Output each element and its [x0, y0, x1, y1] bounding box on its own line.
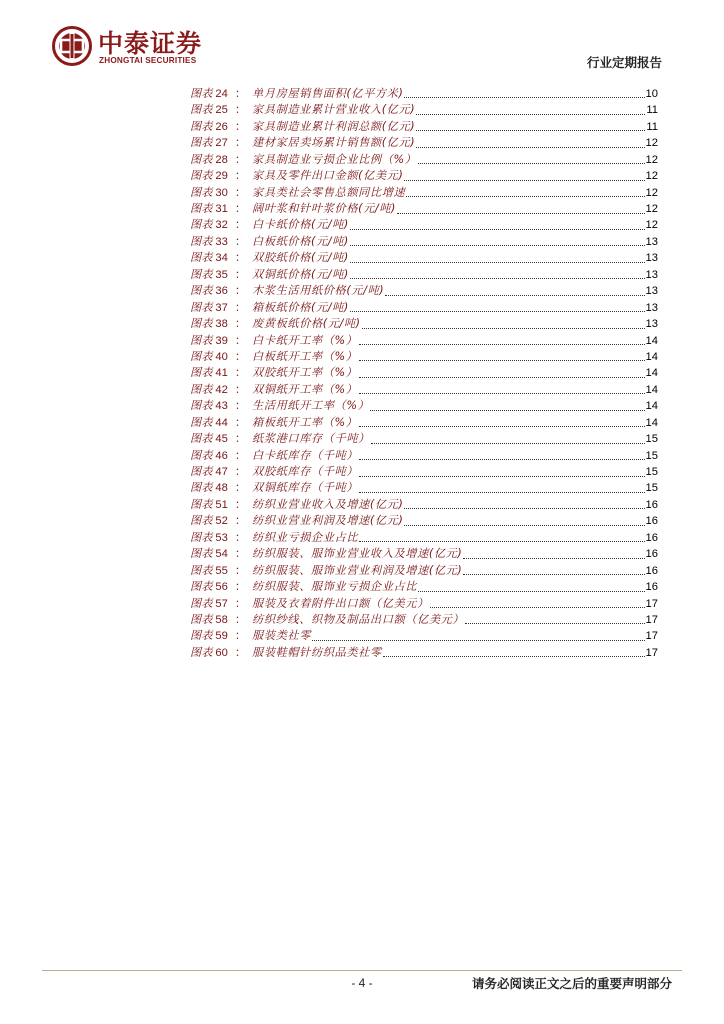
- toc-entry-number: 34: [215, 252, 228, 265]
- toc-entry-title: 家具及零件出口金额(亿美元): [252, 169, 404, 183]
- toc-entry-page: 15: [645, 433, 658, 446]
- toc-dot-leader: [359, 540, 644, 542]
- toc-entry-label: 图表: [190, 103, 213, 117]
- toc-dot-leader: [350, 277, 645, 279]
- toc-entry-label: 图表: [190, 349, 213, 363]
- toc-entry-colon: ：: [234, 119, 247, 133]
- toc-entry[interactable]: [190, 267, 658, 283]
- toc-entry-colon: ：: [234, 218, 247, 232]
- toc-entry-colon: ：: [234, 202, 247, 216]
- toc-entry-number: 53: [215, 531, 228, 544]
- toc-entry[interactable]: [190, 168, 658, 184]
- toc-entry-number: 60: [215, 646, 228, 659]
- toc-entry-title: 纺织服装、服饰业营业收入及增速(亿元): [252, 547, 463, 561]
- toc-entry[interactable]: [190, 234, 658, 250]
- company-logo: [52, 24, 227, 72]
- toc-entry-number: 57: [215, 597, 228, 610]
- toc-entry-colon: ：: [234, 251, 247, 265]
- toc-entry-label: 图表: [190, 333, 213, 347]
- zhongtai-logo-icon: [52, 26, 92, 66]
- toc-entry[interactable]: [190, 398, 658, 414]
- toc-entry[interactable]: [190, 86, 658, 102]
- toc-entry-colon: ：: [234, 563, 247, 577]
- toc-entry-number: 38: [215, 318, 228, 331]
- toc-entry-colon: ：: [234, 382, 247, 396]
- toc-entry-page: 12: [645, 186, 658, 199]
- toc-entry-page: 15: [645, 482, 658, 495]
- toc-entry-number: 45: [215, 433, 228, 446]
- toc-entry-colon: ：: [234, 300, 247, 314]
- toc-dot-leader: [359, 359, 645, 361]
- toc-entry-label: 图表: [190, 218, 213, 232]
- toc-entry[interactable]: [190, 448, 658, 464]
- toc-entry-title: 服装类社零: [252, 629, 311, 643]
- toc-dot-leader: [404, 179, 644, 181]
- toc-entry-title: 白板纸价格(元/吨): [252, 234, 349, 248]
- toc-entry-number: 55: [215, 564, 228, 577]
- toc-entry-number: 24: [215, 87, 228, 100]
- toc-entry-page: 13: [645, 235, 658, 248]
- toc-dot-leader: [359, 425, 645, 427]
- toc-entry-colon: ：: [234, 86, 247, 100]
- toc-entry-colon: ：: [234, 596, 247, 610]
- toc-entry[interactable]: [190, 546, 658, 562]
- toc-entry-number: 54: [215, 548, 228, 561]
- toc-entry[interactable]: [190, 497, 658, 513]
- toc-entry-title: 白板纸开工率（%）: [252, 349, 358, 363]
- toc-entry-title: 单月房屋销售面积(亿平方米): [252, 86, 404, 100]
- toc-dot-leader: [359, 458, 644, 460]
- toc-entry-number: 47: [215, 466, 228, 479]
- toc-entry-label: 图表: [190, 86, 213, 100]
- toc-entry-colon: ：: [234, 530, 247, 544]
- toc-entry-page: 11: [646, 104, 658, 117]
- toc-entry-label: 图表: [190, 300, 213, 314]
- toc-dot-leader: [350, 310, 645, 312]
- toc-entry-number: 36: [215, 285, 228, 298]
- toc-entry-label: 图表: [190, 497, 213, 511]
- toc-entry-number: 35: [215, 268, 228, 281]
- toc-entry[interactable]: [190, 530, 658, 546]
- toc-entry-title: 纺织纱线、织物及制品出口额（亿美元）: [252, 612, 465, 626]
- toc-dot-leader: [350, 228, 645, 230]
- toc-entry-colon: ：: [234, 514, 247, 528]
- toc-entry-label: 图表: [190, 382, 213, 396]
- logo-chinese-name: 中泰证券: [98, 29, 203, 58]
- disclaimer-note: 请务必阅读正文之后的重要声明部分: [471, 976, 672, 991]
- toc-entry-title: 纸浆港口库存（千吨）: [252, 432, 370, 446]
- toc-entry-label: 图表: [190, 415, 213, 429]
- toc-entry-label: 图表: [190, 530, 213, 544]
- toc-entry[interactable]: [190, 431, 658, 447]
- toc-entry-page: 10: [645, 87, 658, 100]
- toc-dot-leader: [359, 475, 644, 477]
- toc-entry-page: 12: [645, 219, 658, 232]
- toc-entry-number: 33: [215, 235, 228, 248]
- toc-entry-label: 图表: [190, 119, 213, 133]
- toc-entry[interactable]: [190, 201, 658, 217]
- toc-dot-leader: [371, 442, 645, 444]
- page-number: - 4 -: [351, 976, 373, 990]
- toc-entry[interactable]: [190, 135, 658, 151]
- toc-dot-leader: [312, 639, 645, 641]
- toc-dot-leader: [463, 557, 644, 559]
- toc-entry-page: 17: [645, 646, 658, 659]
- toc-entry-colon: ：: [234, 497, 247, 511]
- toc-dot-leader: [418, 162, 645, 164]
- toc-entry-title: 建材家居卖场累计销售额(亿元): [252, 136, 416, 150]
- toc-entry-page: 12: [645, 153, 658, 166]
- toc-entry[interactable]: [190, 365, 658, 381]
- toc-entry[interactable]: [190, 300, 658, 316]
- toc-entry-page: 14: [645, 350, 658, 363]
- toc-entry-label: 图表: [190, 317, 213, 331]
- toc-entry-colon: ：: [234, 284, 247, 298]
- toc-dot-leader: [350, 261, 645, 263]
- toc-entry-page: 17: [645, 630, 658, 643]
- toc-entry-page: 15: [645, 449, 658, 462]
- toc-entry-page: 13: [645, 301, 658, 314]
- toc-dot-leader: [370, 409, 644, 411]
- toc-entry-title: 箱板纸价格(元/吨): [252, 300, 349, 314]
- toc-entry-number: 32: [215, 219, 228, 232]
- toc-entry-page: 12: [645, 203, 658, 216]
- toc-dot-leader: [397, 212, 645, 214]
- toc-dot-leader: [465, 622, 644, 624]
- toc-dot-leader: [362, 327, 645, 329]
- toc-entry[interactable]: [190, 283, 658, 299]
- toc-entry-colon: ：: [234, 580, 247, 594]
- toc-entry-label: 图表: [190, 136, 213, 150]
- toc-entry[interactable]: [190, 579, 658, 595]
- toc-entry-page: 17: [645, 613, 658, 626]
- toc-entry-number: 52: [215, 515, 228, 528]
- toc-dot-leader: [463, 573, 644, 575]
- toc-entry-label: 图表: [190, 580, 213, 594]
- report-type-label: 行业定期报告: [586, 55, 662, 70]
- toc-entry-page: 16: [645, 564, 658, 577]
- toc-entry-label: 图表: [190, 399, 213, 413]
- toc-entry-label: 图表: [190, 169, 213, 183]
- toc-entry[interactable]: [190, 218, 658, 234]
- toc-entry-page: 13: [645, 285, 658, 298]
- toc-entry-label: 图表: [190, 596, 213, 610]
- toc-entry-title: 服装鞋帽针纺织品类社零: [252, 645, 382, 659]
- toc-dot-leader: [359, 376, 645, 378]
- toc-entry-title: 服装及衣着附件出口额（亿美元）: [252, 596, 429, 610]
- toc-entry-number: 42: [215, 383, 228, 396]
- toc-dot-leader: [359, 343, 645, 345]
- toc-entry[interactable]: [190, 316, 658, 332]
- toc-entry-colon: ：: [234, 612, 247, 626]
- toc-entry-colon: ：: [234, 103, 247, 117]
- toc-entry-page: 14: [645, 383, 658, 396]
- toc-entry-number: 56: [215, 581, 228, 594]
- toc-entry-title: 纺织业营业收入及增速(亿元): [252, 497, 404, 511]
- toc-entry-label: 图表: [190, 612, 213, 626]
- toc-entry-number: 26: [215, 120, 228, 133]
- toc-entry-title: 双胶纸价格(元/吨): [252, 251, 349, 265]
- toc-entry[interactable]: [190, 382, 658, 398]
- toc-entry[interactable]: [190, 645, 658, 661]
- toc-entry-label: 图表: [190, 432, 213, 446]
- toc-entry-number: 43: [215, 400, 228, 413]
- toc-entry-colon: ：: [234, 448, 247, 462]
- toc-entry-number: 30: [215, 186, 228, 199]
- toc-entry-page: 14: [645, 400, 658, 413]
- toc-entry-colon: ：: [234, 317, 247, 331]
- toc-entry-colon: ：: [234, 169, 247, 183]
- toc-entry-title: 箱板纸开工率（%）: [252, 415, 358, 429]
- toc-entry-number: 46: [215, 449, 228, 462]
- toc-entry[interactable]: [190, 349, 658, 365]
- toc-entry-colon: ：: [234, 415, 247, 429]
- toc-entry-colon: ：: [234, 267, 247, 281]
- toc-entry-page: 13: [645, 252, 658, 265]
- toc-entry[interactable]: [190, 152, 658, 168]
- toc-entry-number: 25: [215, 104, 228, 117]
- toc-dot-leader: [385, 294, 644, 296]
- toc-entry-title: 生活用纸开工率（%）: [252, 399, 370, 413]
- toc-entry-label: 图表: [190, 234, 213, 248]
- toc-entry-colon: ：: [234, 465, 247, 479]
- toc-entry-label: 图表: [190, 629, 213, 643]
- toc-entry-title: 废黄板纸价格(元/吨): [252, 317, 361, 331]
- toc-entry-number: 40: [215, 350, 228, 363]
- toc-entry-colon: ：: [234, 366, 247, 380]
- toc-entry-title: 家具类社会零售总额同比增速: [252, 185, 406, 199]
- toc-entry-number: 37: [215, 301, 228, 314]
- toc-entry-title: 双胶纸库存（千吨）: [252, 465, 359, 479]
- toc-dot-leader: [416, 129, 645, 131]
- toc-entry-title: 白卡纸库存（千吨）: [252, 448, 359, 462]
- toc-entry[interactable]: [190, 628, 658, 644]
- toc-entry-page: 15: [645, 466, 658, 479]
- toc-entry-number: 41: [215, 367, 228, 380]
- toc-entry-page: 14: [645, 367, 658, 380]
- toc-dot-leader: [416, 146, 644, 148]
- toc-entry-title: 木浆生活用纸价格(元/吨): [252, 284, 385, 298]
- logo-english-name: ZHONGTAI SECURITIES: [99, 56, 197, 65]
- toc-entry-page: 11: [646, 120, 658, 133]
- toc-entry-page: 13: [645, 268, 658, 281]
- toc-entry-colon: ：: [234, 399, 247, 413]
- toc-entry-colon: ：: [234, 185, 247, 199]
- toc-entry-label: 图表: [190, 284, 213, 298]
- toc-entry-page: 16: [645, 548, 658, 561]
- toc-entry-colon: ：: [234, 152, 247, 166]
- toc-entry-page: 13: [645, 318, 658, 331]
- toc-entry-label: 图表: [190, 366, 213, 380]
- toc-entry-title: 白卡纸开工率（%）: [252, 333, 358, 347]
- toc-entry-title: 双胶纸开工率（%）: [252, 366, 358, 380]
- toc-entry-number: 44: [215, 416, 228, 429]
- toc-entry-label: 图表: [190, 547, 213, 561]
- toc-entry[interactable]: [190, 333, 658, 349]
- toc-entry-number: 58: [215, 613, 228, 626]
- toc-dot-leader: [406, 195, 644, 197]
- toc-entry[interactable]: [190, 612, 658, 628]
- toc-entry[interactable]: [190, 513, 658, 529]
- toc-entry-label: 图表: [190, 514, 213, 528]
- toc-entry-label: 图表: [190, 481, 213, 495]
- toc-entry[interactable]: [190, 596, 658, 612]
- toc-dot-leader: [430, 606, 645, 608]
- toc-entry-label: 图表: [190, 465, 213, 479]
- figure-index-list: [190, 86, 658, 661]
- toc-dot-leader: [416, 113, 645, 115]
- toc-entry-title: 白卡纸价格(元/吨): [252, 218, 349, 232]
- toc-entry-title: 家具制造业亏损企业比例（%）: [252, 152, 417, 166]
- toc-entry-label: 图表: [190, 448, 213, 462]
- toc-entry-page: 14: [645, 334, 658, 347]
- toc-entry-page: 17: [645, 597, 658, 610]
- toc-entry[interactable]: [190, 563, 658, 579]
- toc-entry-label: 图表: [190, 267, 213, 281]
- toc-entry-number: 51: [215, 498, 228, 511]
- toc-entry-colon: ：: [234, 432, 247, 446]
- toc-entry-colon: ：: [234, 333, 247, 347]
- toc-entry-page: 12: [645, 170, 658, 183]
- toc-entry[interactable]: [190, 250, 658, 266]
- toc-entry-title: 纺织服装、服饰业亏损企业占比: [252, 580, 418, 594]
- toc-entry-colon: ：: [234, 349, 247, 363]
- toc-entry-number: 27: [215, 137, 228, 150]
- toc-entry-label: 图表: [190, 185, 213, 199]
- toc-entry[interactable]: [190, 185, 658, 201]
- toc-entry-colon: ：: [234, 136, 247, 150]
- toc-entry[interactable]: [190, 481, 658, 497]
- toc-dot-leader: [418, 590, 644, 592]
- toc-entry-page: 16: [645, 515, 658, 528]
- toc-entry[interactable]: [190, 102, 658, 118]
- toc-entry-colon: ：: [234, 234, 247, 248]
- footer-divider: [42, 970, 682, 971]
- toc-entry-colon: ：: [234, 629, 247, 643]
- toc-dot-leader: [359, 491, 644, 493]
- toc-entry[interactable]: [190, 464, 658, 480]
- toc-entry-colon: ：: [234, 645, 247, 659]
- toc-dot-leader: [359, 392, 645, 394]
- toc-entry-number: 29: [215, 170, 228, 183]
- toc-entry-label: 图表: [190, 251, 213, 265]
- toc-entry-number: 59: [215, 630, 228, 643]
- toc-entry-label: 图表: [190, 563, 213, 577]
- toc-dot-leader: [404, 96, 644, 98]
- toc-entry-page: 14: [645, 416, 658, 429]
- toc-dot-leader: [404, 507, 644, 509]
- toc-entry-title: 家具制造业累计营业收入(亿元): [252, 103, 416, 117]
- toc-entry-number: 48: [215, 482, 228, 495]
- toc-entry-label: 图表: [190, 152, 213, 166]
- toc-entry-number: 39: [215, 334, 228, 347]
- toc-entry-number: 31: [215, 203, 228, 216]
- toc-entry-page: 16: [645, 581, 658, 594]
- toc-entry-label: 图表: [190, 202, 213, 216]
- toc-entry-title: 家具制造业累计利润总额(亿元): [252, 119, 416, 133]
- toc-entry-title: 纺织业营业利润及增速(亿元): [252, 514, 404, 528]
- toc-entry[interactable]: [190, 415, 658, 431]
- toc-dot-leader: [404, 524, 644, 526]
- toc-entry-label: 图表: [190, 645, 213, 659]
- toc-entry-colon: ：: [234, 547, 247, 561]
- toc-dot-leader: [383, 655, 645, 657]
- toc-entry-title: 阔叶浆和针叶浆价格(元/吨): [252, 202, 397, 216]
- toc-entry-page: 12: [645, 137, 658, 150]
- toc-entry-title: 双铜纸价格(元/吨): [252, 267, 349, 281]
- toc-entry-title: 双铜纸库存（千吨）: [252, 481, 359, 495]
- toc-entry-title: 纺织服装、服饰业营业利润及增速(亿元): [252, 563, 463, 577]
- toc-entry[interactable]: [190, 119, 658, 135]
- toc-entry-colon: ：: [234, 481, 247, 495]
- toc-entry-page: 16: [645, 498, 658, 511]
- toc-entry-number: 28: [215, 153, 228, 166]
- toc-entry-title: 双铜纸开工率（%）: [252, 382, 358, 396]
- toc-entry-page: 16: [645, 531, 658, 544]
- toc-entry-title: 纺织业亏损企业占比: [252, 530, 359, 544]
- toc-dot-leader: [350, 244, 645, 246]
